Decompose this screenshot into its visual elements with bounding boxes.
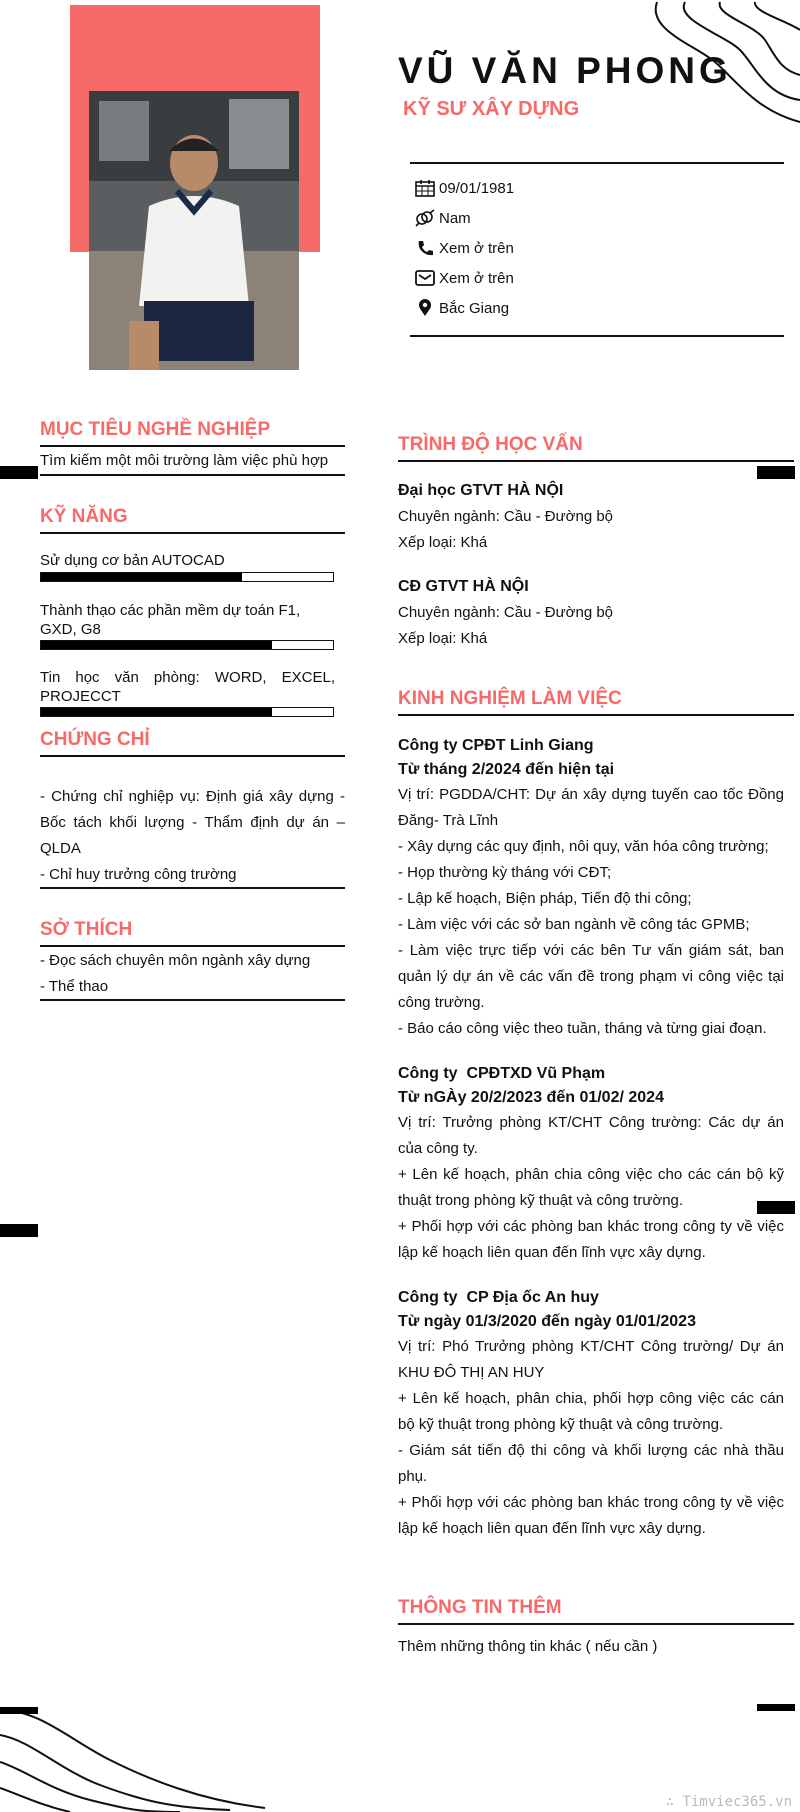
skill-bar-fill <box>41 573 242 581</box>
certificates-divider-bottom <box>40 887 345 889</box>
skill-label: Thành thạo các phần mềm dự toán F1, GXD, G8 <box>40 602 301 638</box>
job-duty: - Lập kế hoạch, Biện pháp, Tiến độ thi công; <box>398 890 692 907</box>
additional-heading: THÔNG TIN THÊM <box>398 1597 562 1618</box>
hobbies-heading: SỞ THÍCH <box>40 919 133 940</box>
watermark: ∴ Timviec365.vn <box>665 1794 792 1810</box>
certificate-item: - Chỉ huy trưởng công trường <box>40 866 237 883</box>
job-duty: + Phối hợp với các phòng ban khác trong công ty về việc lập kế hoạch liên quan đến lĩnh vực xây dựng. <box>398 1218 784 1261</box>
info-birthdate <box>415 177 514 199</box>
job-entry <box>398 1062 784 1266</box>
job-position: Vị trí: PGDDA/CHT: Dự án xây dựng tuyến cao tốc Đồng Đăng- Trà Lĩnh <box>398 786 784 829</box>
job-duty: - Giám sát tiến độ thi công và khối lượng các nhà thầu phụ. <box>398 1442 784 1485</box>
skill-label: Sử dụng cơ bản AUTOCAD <box>40 552 225 569</box>
profile-photo <box>89 91 299 370</box>
candidate-name: VŨ VĂN PHONG <box>398 50 732 91</box>
job-duty: + Lên kế hoạch, phân chia, phối hợp công việc các cán bộ kỹ thuật trong phòng kỹ thuật và công trường. <box>398 1390 784 1433</box>
info-gender <box>415 207 471 229</box>
edge-marker <box>0 466 38 479</box>
hobby-item: - Đọc sách chuyên môn ngành xây dựng <box>40 952 311 969</box>
email-value: Xem ở trên <box>439 269 514 287</box>
location-value: Bắc Giang <box>439 299 510 317</box>
job-duty: - Làm việc với các sở ban ngành về công tác GPMB; <box>398 916 750 933</box>
email-icon <box>415 269 435 287</box>
school-name: CĐ GTVT HÀ NỘI <box>398 578 529 595</box>
skill-label: Tin học văn phòng: WORD, EXCEL, PROJECCT <box>40 669 335 705</box>
school-grade: Xếp loại: Khá <box>398 534 488 551</box>
experience-divider <box>398 714 794 716</box>
edge-marker <box>757 1704 795 1711</box>
hobbies-divider-bottom <box>40 999 345 1001</box>
skills-heading: KỸ NĂNG <box>40 506 128 527</box>
skill-bar-fill <box>41 641 272 649</box>
phone-value: Xem ở trên <box>439 239 514 257</box>
job-entry <box>398 1286 784 1542</box>
edge-marker <box>757 466 795 479</box>
job-duty: - Họp thường kỳ tháng với CĐT; <box>398 864 612 881</box>
job-duty: - Làm việc trực tiếp với các bên Tư vấn giám sát, ban quản lý dự án về các vấn đề trong phạm vi công việc tại công trường. <box>398 942 784 1011</box>
job-duty: - Xây dựng các quy định, nôi quy, văn hóa công trường; <box>398 838 769 855</box>
additional-divider <box>398 1623 794 1625</box>
job-duty: + Phối hợp với các phòng ban khác trong công ty về việc lập kế hoạch liên quan đến lĩnh vực xây dựng. <box>398 1494 784 1537</box>
objective-divider-top <box>40 445 345 447</box>
gender-icon <box>415 209 435 227</box>
birthdate-value: 09/01/1981 <box>439 179 515 197</box>
certificate-item: - Chứng chỉ nghiệp vụ: Định giá xây dựng - Bốc tách khối lượng - Thẩm định dự án – QLDA <box>40 788 345 857</box>
info-location <box>415 297 509 319</box>
experience-heading: KINH NGHIỆM LÀM VIỆC <box>398 688 622 709</box>
job-company: Công ty CPĐTXD Vũ Phạm <box>398 1065 606 1082</box>
info-email <box>415 267 514 289</box>
education-heading: TRÌNH ĐỘ HỌC VẤN <box>398 434 583 455</box>
job-period: Từ nGÀy 20/2/2023 đến 01/02/ 2024 <box>398 1089 664 1106</box>
school-grade: Xếp loại: Khá <box>398 630 488 647</box>
decorative-wave-bottom <box>0 1700 280 1812</box>
skill-bar <box>40 640 334 650</box>
certificates-divider-top <box>40 755 345 757</box>
info-divider-top <box>410 162 784 164</box>
profile-photo-illustration <box>89 91 299 370</box>
calendar-icon <box>415 179 435 197</box>
job-title: KỸ SƯ XÂY DỰNG <box>403 98 580 120</box>
job-company: Công ty CP Địa ốc An huy <box>398 1289 599 1306</box>
skill-bar <box>40 572 334 582</box>
objective-heading: MỤC TIÊU NGHỀ NGHIỆP <box>40 419 271 440</box>
school-major: Chuyên ngành: Cầu - Đường bộ <box>398 508 614 525</box>
edge-marker <box>0 1224 38 1237</box>
job-period: Từ tháng 2/2024 đến hiện tại <box>398 761 615 778</box>
info-divider-bottom <box>410 335 784 337</box>
skill-bar-fill <box>41 708 272 716</box>
job-period: Từ ngày 01/3/2020 đến ngày 01/01/2023 <box>398 1313 696 1330</box>
skills-divider <box>40 532 345 534</box>
job-company: Công ty CPĐT Linh Giang <box>398 737 594 754</box>
certificates-heading: CHỨNG CHỈ <box>40 729 150 750</box>
job-duty: + Lên kế hoạch, phân chia công việc cho các cán bộ kỹ thuật trong phòng kỹ thuật và công trường. <box>398 1166 784 1209</box>
job-entry <box>398 734 784 1042</box>
gender-value: Nam <box>439 209 471 227</box>
hobby-item: - Thể thao <box>40 978 109 995</box>
additional-text: Thêm những thông tin khác ( nếu cần ) <box>398 1638 658 1655</box>
objective-divider-bottom <box>40 474 345 476</box>
phone-icon <box>415 239 435 257</box>
job-position: Vị trí: Trưởng phòng KT/CHT Công trường: Các dự án của công ty. <box>398 1114 784 1157</box>
job-position: Vị trí: Phó Trưởng phòng KT/CHT Công trường/ Dự án KHU ĐÔ THỊ AN HUY <box>398 1338 784 1381</box>
hobbies-divider-top <box>40 945 345 947</box>
edge-marker <box>0 1707 38 1714</box>
school-name: Đại học GTVT HÀ NỘI <box>398 482 564 499</box>
education-divider <box>398 460 794 462</box>
info-phone <box>415 237 514 259</box>
objective-text: Tìm kiếm một môi trường làm việc phù hợp <box>40 452 329 469</box>
job-duty: - Báo cáo công việc theo tuần, tháng và từng giai đoạn. <box>398 1020 767 1037</box>
school-major: Chuyên ngành: Cầu - Đường bộ <box>398 604 614 621</box>
skill-bar <box>40 707 334 717</box>
location-pin-icon <box>415 299 435 317</box>
